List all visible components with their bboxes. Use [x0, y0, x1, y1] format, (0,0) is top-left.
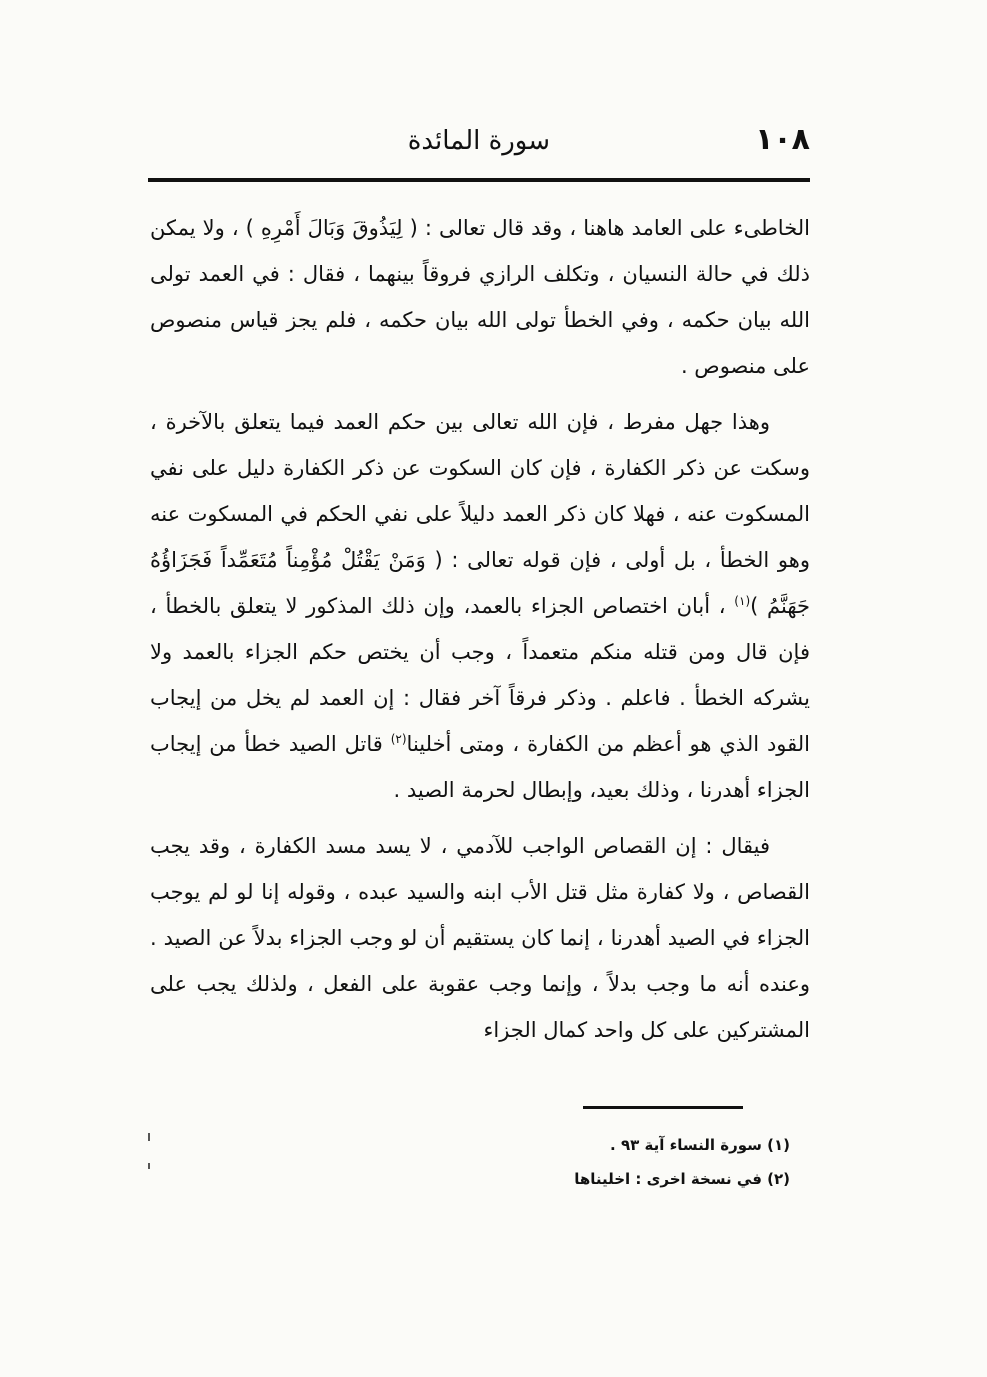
footnote-2: (٢) في نسخة اخرى : اخليناها: [574, 1170, 790, 1188]
footnote-1: (١) سورة النساء آية ٩٣ .: [610, 1136, 790, 1154]
paragraph-2: [150, 399, 810, 813]
page-number: ١٠٨: [755, 122, 810, 157]
paragraph-1: الخاطىء على العامد هاهنا ، وقد قال تعالى : ( لِيَذُوقَ وَبَالَ أَمْرِهِ ) ، ولا يمكن ذلك في حالة النسيان ، وتكلف الرازي فروقاً بينهما ، فقال : في العمد تولى الله بيان حكمه ، وفي الخطأ تولى الله بيان حكمه ، فلم يجز قياس منصوص على منصوص .: [150, 216, 810, 378]
footnote-rule: [583, 1106, 743, 1109]
header-rule: [148, 178, 810, 182]
footnote-ref-1: (١): [734, 594, 751, 608]
paragraph-2-part-2: ، أبان اختصاص الجزاء بالعمد، وإن ذلك المذكور لا يتعلق بالخطأ ، فإن قال ومن قتله منكم متعمداً ، وجب أن يختص حكم الجزاء بالعمد ولا يشركه الخطأ . فاعلم . وذكر فرقاً آخر فقال : إن العمد لم يخل من إيجاب القود الذي هو أعظم من الكفارة ، ومتى أخلينا: [150, 594, 810, 756]
running-title: سورة المائدة: [407, 126, 550, 156]
paragraph-3: فيقال : إن القصاص الواجب للآدمي ، لا يسد مسد الكفارة ، وقد يجب القصاص ، ولا كفارة مثل قتل الأب ابنه والسيد عبده ، وقوله إنا لو لم يوجب الجزاء في الصيد أهدرنا ، إنما كان يستقيم أن لو وجب الجزاء بدلاً عن الصيد . وعنده أنه ما وجب بدلاً ، وإنما وجب عقوبة على الفعل ، ولذلك يجب على المشتركين على كل واحد كمال الجزاء: [150, 834, 810, 1042]
paragraph-2-part-1: وهذا جهل مفرط ، فإن الله تعالى بين حكم العمد فيما يتعلق بالآخرة ، وسكت عن ذكر الكفارة ، فإن كان السكوت عن ذكر الكفارة دليل على نفي المسكوت عنه ، فهلا كان ذكر العمد دليلاً على نفي الحكم في المسكوت عنه وهو الخطأ ، بل أولى ، فإن قوله تعالى : ( وَمَنْ يَقْتُلْ مُؤْمِناً مُتَعَمِّداً فَجَزَاؤُهُ جَهَنَّمُ ): [150, 410, 810, 618]
body-text: [150, 205, 810, 1063]
footnote-ref-2: (٢): [390, 732, 407, 746]
scan-mark: [148, 1133, 150, 1141]
footnotes: [380, 1128, 790, 1196]
page-header: [150, 122, 810, 172]
scan-mark: [148, 1163, 150, 1169]
paragraph-2-part-3: قاتل الصيد خطأ من إيجاب الجزاء أهدرنا ، وذلك بعيد، وإبطال لحرمة الصيد .: [150, 732, 810, 802]
